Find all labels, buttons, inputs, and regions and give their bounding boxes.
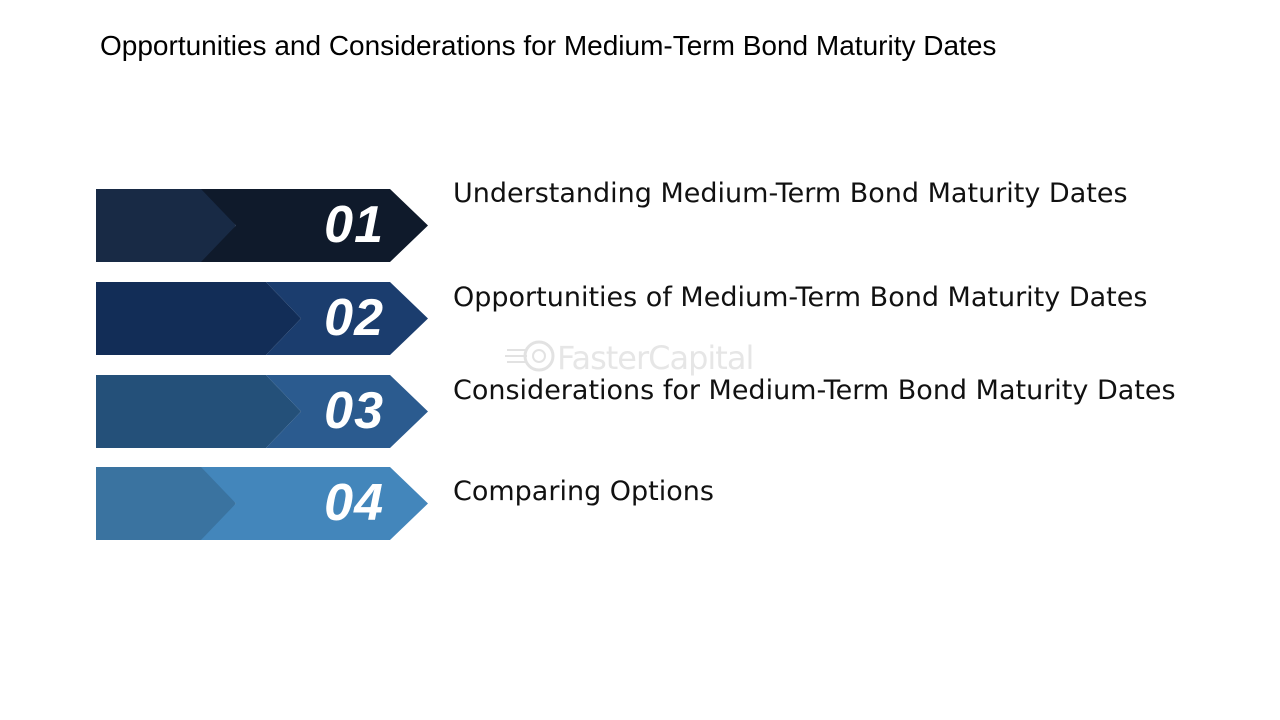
watermark-text: FasterCapital <box>557 339 754 377</box>
slide-title: Opportunities and Considerations for Medium-Term Bond Maturity Dates <box>100 30 997 61</box>
step-number-01: 01 <box>324 196 384 254</box>
step-arrow-01 <box>96 189 428 262</box>
step-arrow-04 <box>96 467 428 540</box>
step-text-02: Opportunities of Medium-Term Bond Maturity Dates <box>453 282 1148 313</box>
step-number-03: 03 <box>324 382 384 440</box>
step-text-01: Understanding Medium-Term Bond Maturity Dates <box>453 178 1128 209</box>
step-number-04: 04 <box>324 474 384 532</box>
step-text-03: Considerations for Medium-Term Bond Maturity Dates <box>453 375 1176 406</box>
step-arrow-03 <box>96 375 428 448</box>
step-text-04: Comparing Options <box>453 476 714 507</box>
step-number-02: 02 <box>324 289 384 347</box>
step-arrow-02 <box>96 282 428 355</box>
